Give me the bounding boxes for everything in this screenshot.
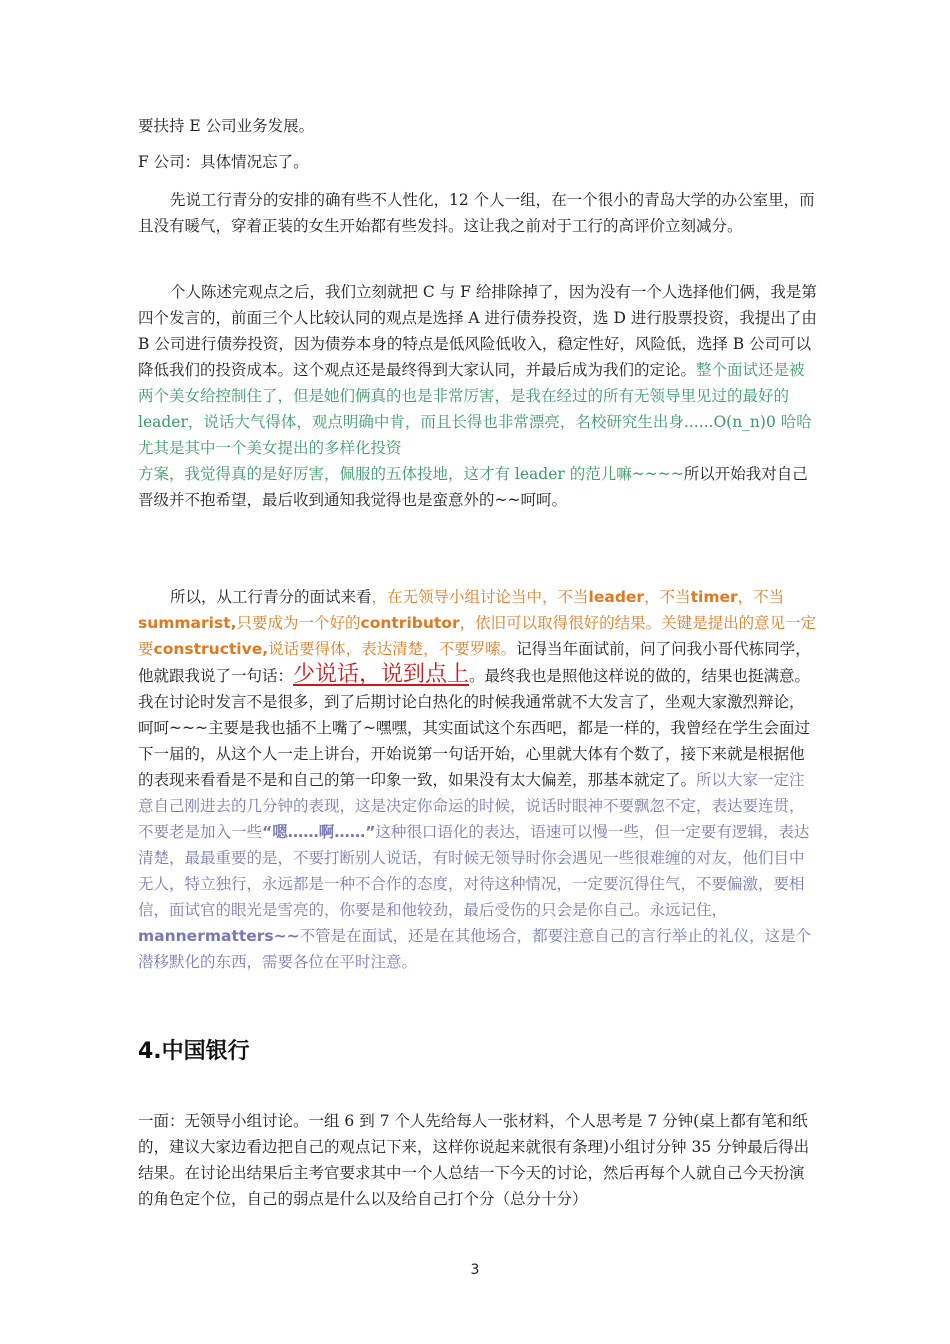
- section-heading-bank-of-china: 4.中国银行: [138, 1039, 250, 1064]
- big-quote: 少说话，说到点上: [293, 662, 470, 687]
- highlight-roles: ，在无领导小组讨论当中，不当leader，不当timer，不当summarist,只要成为一个好的contributor，依旧可以取得很好的结果。关键是提出的意见一定要constructive,说话要得体，表达清楚，不要罗嗦。: [138, 588, 817, 658]
- discussion-text: 个人陈述完观点之后，我们立刻就把 C 与 F 给排除掉了，因为没有一个人选择他们俩，我是第四个发言的，前面三个人比较认同的观点是选择 A 进行债券投资，选 D 进行股票投资，我提出了由 B 公司进行债券投资，因为债券本身的特点是低风险低收入，稳定性好，风险低，选择 B 公司可以降低我们的投资成本。这个观点还是最终得到大家认同，并最后成为我们的定论。: [138, 283, 817, 379]
- highlight-leaders-text: 整个面试还是被两个美女给控制住了，但是她们俩真的也是非常厉害，是我在经过的所有无领导里见过的最好的 leader，说话大气得体，观点明确中肯，而且长得也非常漂亮，名校研究生出身......O(n_n)0 哈哈尤其是其中一个美女提出的多样化投资: [138, 361, 812, 457]
- paragraph-first-interview: 一面：无领导小组讨论。一组 6 到 7 个人先给每人一张材料，个人思考是 7 分钟(桌上都有笔和纸的，建议大家边看边把自己的观点记下来，这样你说起来就很有条理)小组讨分钟 35 分钟最后得出结果。在讨论出结果后主考官要求其中一个人总结一下今天的讨论，然后再每个人就自己今天扮演的角色定个位，自己的弱点是什么以及给自己打个分（总分十分）: [138, 1112, 810, 1208]
- paragraph-advice: [138, 584, 818, 975]
- discussion-conclusion: 所以开始我对自己晋级并不抱希望，最后收到通知我觉得也是蛮意外的~~呵呵。: [138, 465, 808, 509]
- page-number: 3: [470, 1262, 480, 1278]
- paragraph-arrangement: 先说工行青分的安排的确有些不人性化，12 个人一组，在一个很小的青岛大学的办公室里，而且没有暖气，穿着正装的女生开始都有些发抖。这让我之前对于工行的高评价立刻减分。: [138, 191, 815, 235]
- paragraph-company-e: 要扶持 E 公司业务发展。: [138, 117, 315, 135]
- paragraph-company-f: F 公司：具体情况忘了。: [138, 153, 309, 171]
- paragraph-discussion: [138, 279, 818, 513]
- advice-intro: 所以，从工行青分的面试来看: [170, 588, 372, 606]
- highlight-tips: 所以大家一定注意自己刚进去的几分钟的表现，这是决定你命运的时候，说话时眼神不要飘忽不定，表达要连贯，不要老是加入一些“嗯……啊……”这种很口语化的表达，语速可以慢一些，但一定要有逻辑，表达清楚，最最重要的是，不要打断别人说话，有时候无领导时你会遇见一些很难缠的对友，他们目中无人，特立独行，永远都是一种不合作的态度，对待这种情况，一定要沉得住气，不要偏激，要相信，面试官的眼光是雪亮的，你要是和他较劲，最后受伤的只会是你自己。永远记住，mannermatters~~不管是在面试，还是在其他场合，都要注意自己的言行举止的礼仪，这是个潜移默化的东西，需要各位在平时注意。: [138, 771, 812, 971]
- highlight-leaders-text-2: 方案，我觉得真的是好厉害，佩服的五体投地，这才有 leader 的范儿嘛~~~~: [138, 465, 684, 483]
- advice-experience: 。最终我也是照他这样说的做的，结果也挺满意。我在讨论时发言不是很多，到了后期讨论白热化的时候我通常就不大发言了，坐观大家激烈辩论，呵呵~~~主要是我也插不上嘴了~嘿嘿，其实面试这个东西吧，都是一样的，我曾经在学生会面过下一届的，从这个人一走上讲台，开始说第一句话开始，心里就大体有个数了，接下来就是根据他的表现来看看是不是和自己的第一印象一致，如果没有太大偏差，那基本就定了。: [138, 667, 811, 789]
- advice-brother: 记得当年面试前，问了问我小哥代栋同学，他就跟我说了一句话：: [138, 640, 811, 685]
